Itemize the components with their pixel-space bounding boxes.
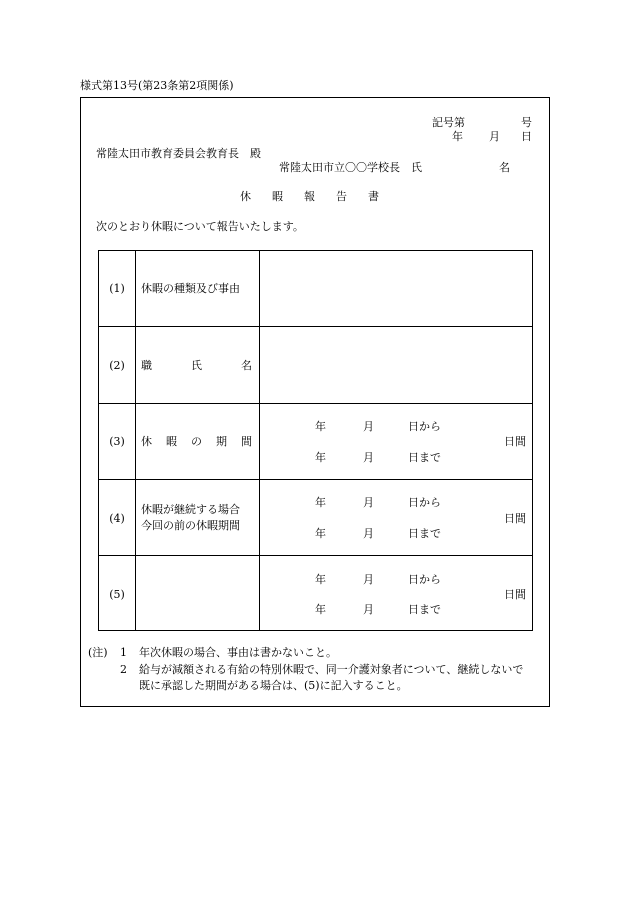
form-number-title: 様式第13号(第23条第2項関係) — [80, 79, 234, 92]
from-month-label: 月 — [363, 420, 374, 433]
title-char: 書 — [368, 190, 379, 203]
sender-name: 常陸太田市立〇〇学校長 氏 — [279, 161, 422, 174]
note-continuation: 既に承認した期間がある場合は、(5)に記入すること。 — [139, 679, 408, 692]
intro-text: 次のとおり休暇について報告いたします。 — [96, 220, 304, 233]
note-text: 年次休暇の場合、事由は書かないこと。 — [139, 646, 337, 659]
column-divider — [135, 251, 136, 630]
to-year-label: 年 — [315, 527, 326, 540]
title-char: 休 — [240, 190, 251, 203]
row-divider — [99, 403, 532, 404]
row-number: (5) — [109, 588, 125, 601]
note-number: 2 — [120, 663, 127, 676]
column-divider — [259, 251, 260, 630]
leave-period-label — [141, 435, 252, 449]
position-name-label — [141, 359, 252, 373]
to-day-label: 日まで — [408, 451, 441, 464]
from-year-label: 年 — [315, 496, 326, 509]
date-month-label: 月 — [489, 130, 500, 143]
to-day-label: 日まで — [408, 603, 441, 616]
label-char: 間 — [241, 435, 252, 448]
notes-prefix: (注) — [88, 646, 108, 659]
row-number: (3) — [109, 435, 125, 448]
label-char: 氏 — [191, 359, 202, 372]
days-label: 日間 — [504, 588, 526, 601]
row-divider — [99, 326, 532, 327]
title-char: 報 — [304, 190, 315, 203]
sender-name-suffix: 名 — [499, 161, 510, 174]
to-month-label: 月 — [363, 451, 374, 464]
from-year-label: 年 — [315, 573, 326, 586]
record-number-suffix: 号 — [521, 116, 532, 129]
days-label: 日間 — [504, 512, 526, 525]
label-char: 期 — [216, 435, 227, 448]
note-text: 給与が減額される有給の特別休暇で、同一介護対象者について、継続しないで — [139, 663, 524, 676]
title-char: 暇 — [272, 190, 283, 203]
label-char: 名 — [241, 359, 252, 372]
document-title — [240, 190, 379, 204]
from-day-label: 日から — [408, 496, 441, 509]
date-year-label: 年 — [452, 130, 463, 143]
row-divider — [99, 555, 532, 556]
from-month-label: 月 — [363, 573, 374, 586]
previous-period-label-line2: 今回の前の休暇期間 — [141, 519, 240, 532]
leave-type-label: 休暇の種類及び事由 — [141, 282, 240, 295]
days-label: 日間 — [504, 435, 526, 448]
note-number: 1 — [120, 646, 127, 659]
title-char: 告 — [336, 190, 347, 203]
from-day-label: 日から — [408, 573, 441, 586]
date-day-label: 日 — [521, 130, 532, 143]
record-number-label: 記号第 — [432, 116, 465, 129]
from-day-label: 日から — [408, 420, 441, 433]
report-table — [98, 250, 533, 631]
label-char: 暇 — [166, 435, 177, 448]
label-char: 職 — [141, 359, 152, 372]
to-month-label: 月 — [363, 527, 374, 540]
row-divider — [99, 479, 532, 480]
to-year-label: 年 — [315, 451, 326, 464]
to-month-label: 月 — [363, 603, 374, 616]
label-char: 休 — [141, 435, 152, 448]
row-number: (1) — [109, 282, 125, 295]
row-number: (2) — [109, 359, 125, 372]
row-number: (4) — [109, 512, 125, 525]
previous-period-label-line1: 休暇が継続する場合 — [141, 503, 240, 516]
addressee: 常陸太田市教育委員会教育長 殿 — [96, 147, 261, 160]
from-month-label: 月 — [363, 496, 374, 509]
from-year-label: 年 — [315, 420, 326, 433]
to-year-label: 年 — [315, 603, 326, 616]
label-char: の — [191, 435, 202, 448]
to-day-label: 日まで — [408, 527, 441, 540]
